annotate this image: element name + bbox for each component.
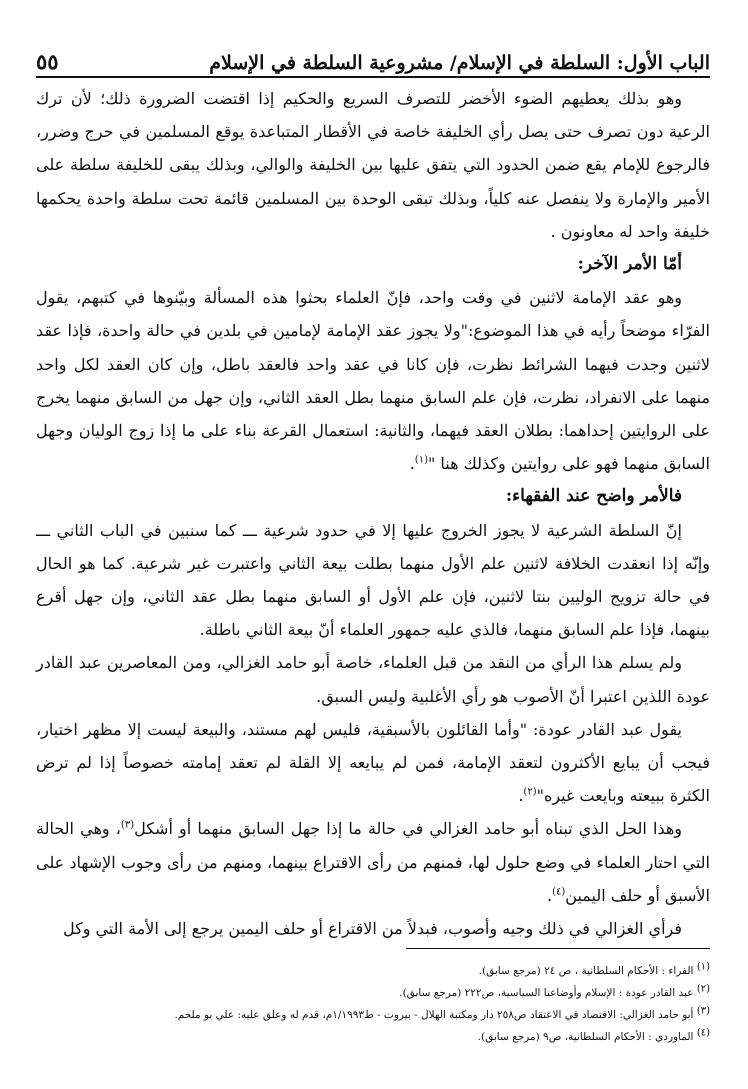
paragraph-3 [36,514,710,647]
footnote-3 [36,1004,710,1026]
footnotes [36,960,710,1048]
paragraph-6 [36,812,710,912]
paragraph-6-text-c: . [546,885,553,905]
running-title: الباب الأول: السلطة في الإسلام/ مشروعية السلطة في الإسلام [209,52,710,74]
section-heading-other-matter: أمّا الأمر الآخر: [577,254,682,275]
footnote-1 [36,960,710,982]
footnote-2-number: (٢) [696,983,710,995]
footnote-1-text: الفراء : الأحكام السلطانية ، ص ٢٤ (مرجع سابق). [478,965,694,977]
paragraph-7-text: فرأي الغزالي في ذلك وجيه وأصوب، فبدلاً من الاقتراع أو حلف اليمين يرجع إلى الأمة التي وكل [62,919,682,939]
footnote-2-text: عبد القادر عودة : الإسلام وأوضاعنا السياسية، ص٢٢٢ (مرجع سابق). [399,987,694,999]
section-heading-jurists: فالأمر واضح عند الفقهاء: [505,486,682,507]
paragraph-1-text: وهو بذلك يعطيهم الضوء الأخضر للتصرف السريع والحكيم إذا اقتضت الضرورة ذلك؛ لأن ترك الرعية دون تصرف حتى يصل رأي الخليفة خاصة في الأقطار المتباعدة يوقع المسلمين في حرج وضرر، فالرجوع للإمام يقع ضمن الحدود التي يتفق عليها بين الخليفة والوالي، وبذلك يبقى للخليفة سلطة على الأمير والإمارة ولا ينفصل عنه كلياً، وبذلك تبقى الوحدة بين المسلمين قائمة تحت سلطة واحدة يحكمها خليفة واحد له معاونون . [36,89,710,241]
paragraph-2: وهو عقد الإمامة لاثنين في وقت واحد، فإنّ العلماء بحثوا هذه المسألة وبيّنوها في كتبهم، يقول الفرّاء موضحاً رأيه في هذا الموضوع:"ولا يجوز عقد الإمامة لإمامين في بلدين في حالة واحدة، فإذا عقد لاثنين وجدت فيهما الشرائط نظرت، فإن كانا في عقد واحد فالعقد باطل، وإن كان العقد لكل واحد منهما على الانفراد، نظرت، فإن علم السابق منهما بطل العقد الثاني، وإن جهل من السابق منهما يخرج على الروايتين إحداهما: بطلان العقد فيهما، والثانية: استعمال القرعة بناء على ما إذا زوج الوليان وجهل السابق منهما فهو على روايتين وكذلك هنا "$^{(١)}$. [36,288,710,474]
footnote-ref-2[interactable]: (٢) [523,786,537,798]
footnote-1-number: (١) [696,961,710,973]
footnote-ref-3[interactable]: (٣) [120,820,135,832]
footnote-4-number: (٤) [696,1027,710,1039]
footnote-4 [36,1026,710,1048]
paragraph-5-end: . [518,786,524,806]
footnote-3-text: أبو حامد الغزالي: الاقتصاد في الاعتقاد ص٢٥٨ دار ومكتبة الهلال - بيروت - ط١/١٩٩٣م، قدم له وعلق عليه: علي بو ملحم. [174,1009,694,1021]
paragraph-2-text: وهو عقد الإمامة لاثنين في وقت واحد، فإنّ العلماء بحثوا هذه المسألة وبيّنوها في كتبهم، يقول الفرّاء موضحاً رأيه في هذا الموضوع:"ولا يجوز عقد الإمامة لإمامين في بلدين في حالة واحدة، فإذا عقد لاثنين وجدت فيهما الشرائط نظرت، فإن كانا في عقد واحد فالعقد باطل، وإن كان العقد لكل واحد منهما على الانفراد، نظرت، فإن علم السابق منهما بطل العقد الثاني، وإن جهل من السابق منهما يخرج على الروايتين إحداهما: بطلان العقد فيهما، والثانية: استعمال القرعة بناء على ما إذا زوج الوليان وجهل السابق منهما فهو على روايتين وكذلك هنا " [36,288,710,474]
paragraph-6-text-a: وهذا الحل الذي تبناه أبو حامد الغزالي في حالة ما إذا جهل السابق منهما أو أشكل [134,819,683,839]
footnote-ref-1[interactable]: (١) [414,454,428,466]
page-number: ٥٥ [36,49,59,74]
footnote-3-number: (٣) [696,1005,710,1017]
footnote-separator [406,948,710,949]
footnote-4-text: الماوردي : الأحكام السلطانية، ص٩ (مرجع سابق). [477,1031,694,1043]
main-text [36,82,710,945]
footnote-2 [36,982,710,1004]
paragraph-1 [36,82,710,248]
paragraph-3-text: إنّ السلطة الشرعية لا يجوز الخروج عليها إلا في حدود شرعية ـــ كما سنبين في الباب الثاني ـــ وإنّه إذا انعقدت الخلافة لاثنين علم الأول منهما بطلت بيعة الثاني واعتبرت غير شرعية. كما هو الحال في حالة تزويج الوليين بنتا لاثنين، فإن علم الأول أو السابق منهما بطل عقد الثاني، وإن جهل أقرع بينهما، فإذا علم السابق منهما، فالذي عليه جمهور العلماء أنّ بيعة الثاني باطلة. [36,520,710,640]
paragraph-5-text: يقول عبد القادر عودة: "وأما القائلون بالأسبقية، فليس لهم مستند، والبيعة ليست إلا مظهر اختيار، فيجب أن يبايع الأكثرون لتعقد الإمامة، فمن لم يبايعه إلا القلة لم تعقد إمامته خصوصاً إذا لم ترض الكثرة ببيعته وبايعت غيره" [36,719,710,806]
footnote-ref-4[interactable]: (٤) [552,886,566,898]
paragraph-4-text: ولم يسلم هذا الرأي من النقد من قبل العلماء، خاصة أبو حامد الغزالي، ومن المعاصرين عبد القادر عودة اللذين اعتبرا أنّ الأصوب هو رأي الأغلبية وليس السبق. [36,653,710,706]
running-header [36,38,710,78]
paragraph-5 [36,713,710,813]
paragraph-4 [36,646,710,712]
paragraph-6-text-b: ، وهي الحالة التي احتار العلماء في وضع حلول لها، فمنهم من رأى الاقتراع بينهما، ومنهم من رأى وجوب الإشهاد على الأسبق أو حلف اليمين [36,819,710,905]
paragraph-7 [36,912,710,945]
